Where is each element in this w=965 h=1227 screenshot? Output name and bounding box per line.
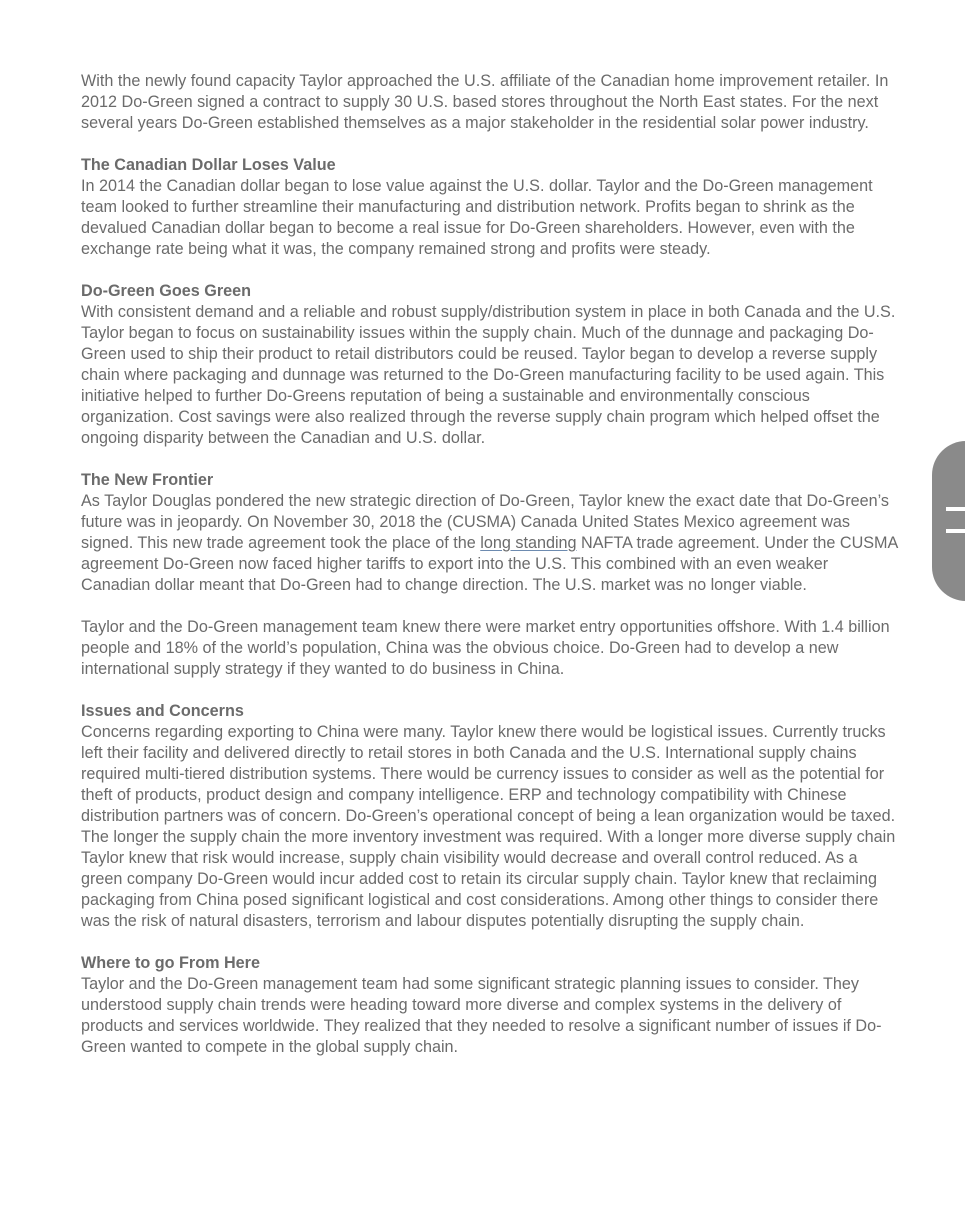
paragraph-new-frontier — [81, 491, 901, 596]
paragraph-spacer — [81, 932, 901, 953]
heading-new-frontier: The New Frontier — [81, 471, 214, 489]
paragraph-goes-green: With consistent demand and a reliable and robust supply/distribution system in place in both Canada and the U.S. Taylor began to focus on sustainability issues within the supply chain. Much of the dunnage and packaging Do-Green used to ship their product to retail distributors could be reused. Taylor began to develop a reverse supply chain where packaging and dunnage was returned to the Do-Green manufacturing facility to be used again. This initiative helped to further Do-Greens reputation of being a sustainable and environmentally conscious organization. Cost savings were also realized through the reverse supply chain program which helped offset the ongoing disparity between the Canadian and U.S. dollar. — [81, 303, 896, 447]
paragraph-new-frontier-part-1: As Taylor Douglas pondered the new strategic direction of Do-Green, Taylor knew the exact date that Do-Green’s future was in jeopardy. On November 30, 2018 the (CUSMA) Canada United States Mexico agreement was signed. This new trade agreement took the place of the — [81, 492, 890, 552]
paragraph-spacer — [81, 449, 901, 470]
intro-paragraph: With the newly found capacity Taylor approached the U.S. affiliate of the Canadian home improvement retailer. In 2012 Do-Green signed a contract to supply 30 U.S. based stores throughout the North East states. For the next several years Do-Green established themselves as a major stakeholder in the residential solar power industry. — [81, 72, 889, 132]
side-panel-tab[interactable] — [932, 441, 965, 601]
paragraph-new-frontier-part-2: NAFTA trade agreement. Under the CUSMA agreement Do-Green now faced higher tariffs to export into the U.S. This combined with an even weaker Canadian dollar meant that Do-Green had to change direction. The U.S. market was no longer viable. — [81, 534, 898, 594]
document-body — [81, 71, 901, 1058]
underlined-phrase: long standing — [480, 534, 577, 552]
paragraph-where-to-go: Taylor and the Do-Green management team had some significant strategic planning issues to consider. They understood supply chain trends were heading toward more diverse and complex systems in the delivery of products and services worldwide. They realized that they needed to resolve a significant number of issues if Do-Green wanted to compete in the global supply chain. — [81, 975, 882, 1056]
paragraph-spacer — [81, 596, 901, 617]
paragraph-market-opportunities: Taylor and the Do-Green management team knew there were market entry opportunities offshore. With 1.4 billion people and 18% of the world’s population, China was the obvious choice. Do-Green had to develop a new international supply strategy if they wanted to do business in China. — [81, 618, 890, 678]
paragraph-issues-concerns: Concerns regarding exporting to China were many. Taylor knew there would be logistical issues. Currently trucks left their facility and delivered directly to retail stores in both Canada and the U.S. International supply chains required multi-tiered distribution systems. There would be currency issues to consider as well as the potential for theft of products, product design and company intelligence. ERP and technology compatibility with Chinese distribution partners was of concern. Do-Green’s operational concept of being a lean organization would be taxed. The longer the supply chain the more inventory investment was required. With a longer more diverse supply chain Taylor knew that risk would increase, supply chain visibility would decrease and overall control reduced. As a green company Do-Green would incur added cost to retain its circular supply chain. Taylor knew that reclaiming packaging from China posed significant logistical and cost considerations. Among other things to consider there was the risk of natural disasters, terrorism and labour disputes potentially disrupting the supply chain. — [81, 723, 896, 930]
paragraph-spacer — [81, 134, 901, 155]
paragraph-spacer — [81, 680, 901, 701]
heading-goes-green: Do-Green Goes Green — [81, 282, 252, 300]
heading-issues-concerns: Issues and Concerns — [81, 702, 244, 720]
paragraph-spacer — [81, 260, 901, 281]
paragraph-canadian-dollar: In 2014 the Canadian dollar began to lose value against the U.S. dollar. Taylor and the Do-Green management team looked to further streamline their manufacturing and distribution network. Profits began to shrink as the devalued Canadian dollar began to become a real issue for Do-Green shareholders. However, even with the exchange rate being what it was, the company remained strong and profits were steady. — [81, 177, 873, 258]
heading-where-to-go: Where to go From Here — [81, 954, 260, 972]
heading-canadian-dollar: The Canadian Dollar Loses Value — [81, 156, 336, 174]
